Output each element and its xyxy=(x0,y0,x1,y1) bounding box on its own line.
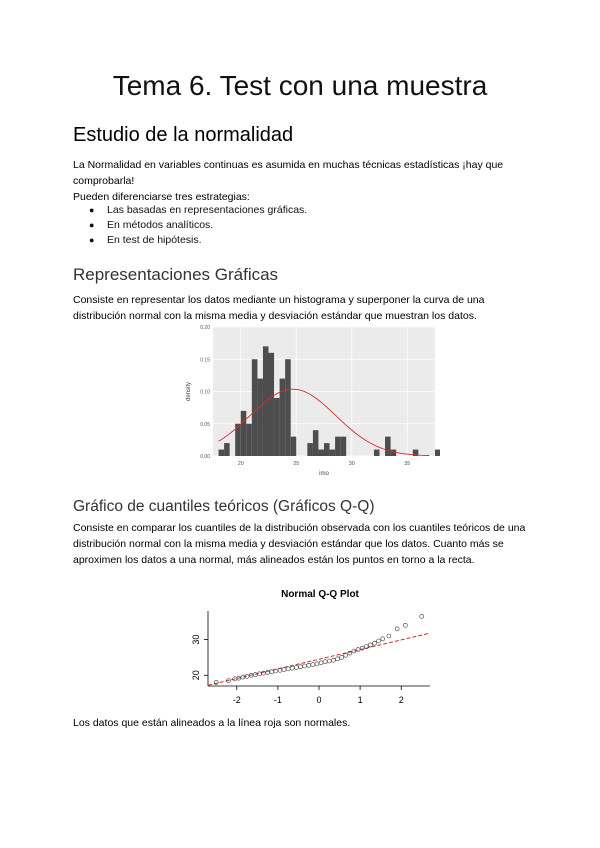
qq-point xyxy=(387,634,391,638)
qq-point xyxy=(319,661,323,665)
y-tick-label: 30 xyxy=(191,634,201,645)
qq-point xyxy=(270,670,274,674)
y-tick-label: 0.15 xyxy=(200,357,210,364)
qq-point xyxy=(403,623,407,627)
list-item: ● En test de hipótesis. xyxy=(73,233,307,248)
qq-point xyxy=(373,641,377,645)
list-item: ● En métodos analíticos. xyxy=(73,218,307,233)
histogram-bar xyxy=(324,443,330,456)
qq-point xyxy=(340,655,344,659)
strategies-list xyxy=(73,203,307,248)
qq-point xyxy=(294,665,298,669)
histogram-bar xyxy=(252,359,258,456)
histogram-bar xyxy=(318,450,324,456)
qq-point xyxy=(323,660,327,664)
chart-title: Normal Q-Q Plot xyxy=(281,589,359,600)
qq-point xyxy=(356,648,360,652)
section-heading: Estudio de la normalidad xyxy=(73,124,294,146)
histogram-bar xyxy=(241,411,247,456)
histogram-bar xyxy=(219,450,225,456)
closing-paragraph: Los datos que están alineados a la línea roja son normales. xyxy=(73,717,351,729)
qq-point xyxy=(290,666,294,670)
qq-point xyxy=(299,665,303,669)
subheading-qq: Gráfico de cuantiles teóricos (Gráficos Q-Q) xyxy=(73,498,375,515)
intro-paragraph xyxy=(73,157,543,205)
histogram-bar xyxy=(330,450,336,456)
x-tick-label: 1 xyxy=(357,695,363,705)
histogram-bar xyxy=(313,430,319,456)
histogram-bar xyxy=(341,437,347,456)
histogram-bar xyxy=(257,379,263,456)
histogram-bar xyxy=(307,443,313,456)
x-tick-label: -1 xyxy=(273,695,282,705)
qq-plot-chart xyxy=(180,583,440,713)
histogram-bar xyxy=(246,424,252,456)
qq-point xyxy=(395,627,399,631)
x-tick-label: 35 xyxy=(404,461,411,467)
x-tick-label: 2 xyxy=(398,695,404,705)
histogram-bar xyxy=(385,437,391,456)
y-tick-label: 0.20 xyxy=(200,325,210,331)
x-tick-label: -2 xyxy=(232,695,241,705)
qq-point xyxy=(344,653,348,657)
qq-point xyxy=(303,664,307,668)
qq-point xyxy=(368,643,372,647)
x-axis-label: imo xyxy=(319,471,329,477)
qq-point xyxy=(381,637,385,641)
qq-point xyxy=(336,657,340,661)
y-tick-label: 0.00 xyxy=(200,454,210,460)
histogram-bar xyxy=(335,437,341,456)
list-item: ● Las basadas en representaciones gráficas. xyxy=(73,203,307,218)
histogram-bar xyxy=(269,353,275,456)
subheading-graphical: Representaciones Gráficas xyxy=(73,265,279,284)
histogram-chart xyxy=(180,323,440,481)
qq-point xyxy=(327,659,331,663)
histogram-bar xyxy=(374,450,380,456)
x-tick-label: 30 xyxy=(348,461,355,467)
qq-paragraph: Consiste en comparar los cuantiles de la distribución observada con los cuantiles teóricos de una distribución normal con la misma media y desviación estándar que los datos. Cuanto más se aproximen los datos a una normal, más alineados están los puntos en torno a la recta. xyxy=(73,522,526,566)
y-tick-label: 20 xyxy=(191,670,201,681)
qq-point xyxy=(331,658,335,662)
qq-point xyxy=(282,668,286,672)
qq-point xyxy=(315,662,319,666)
y-axis-label: density xyxy=(186,381,192,402)
histogram-bar xyxy=(274,398,280,456)
histogram-bar xyxy=(291,437,297,456)
qq-point xyxy=(286,667,290,671)
y-tick-label: 0.10 xyxy=(200,389,210,396)
intro-strategies: Pueden diferenciarse tres estrategias: xyxy=(73,191,250,203)
histogram-bar xyxy=(285,359,291,456)
qq-point xyxy=(311,663,315,667)
histogram-bar xyxy=(391,450,397,456)
graphical-paragraph: Consiste en representar los datos mediante un histograma y superponer la curva de una distribución normal con la misma media y desviación estándar que muestran los datos. xyxy=(73,294,485,322)
y-tick-label: 0.05 xyxy=(200,421,210,428)
qq-point xyxy=(420,614,424,618)
page-title: Tema 6. Test con una muestra xyxy=(112,70,488,101)
x-tick-label: 20 xyxy=(237,461,244,467)
histogram-bar xyxy=(224,443,230,456)
x-tick-label: 0 xyxy=(316,695,322,705)
qq-point xyxy=(307,663,311,667)
intro-text: La Normalidad en variables continuas es asumida en muchas técnicas estadísticas ¡hay que comprobarla! xyxy=(73,159,504,187)
qq-point xyxy=(377,639,381,643)
reference-line xyxy=(208,633,430,685)
x-tick-label: 25 xyxy=(293,461,300,467)
histogram-bar xyxy=(435,450,440,456)
